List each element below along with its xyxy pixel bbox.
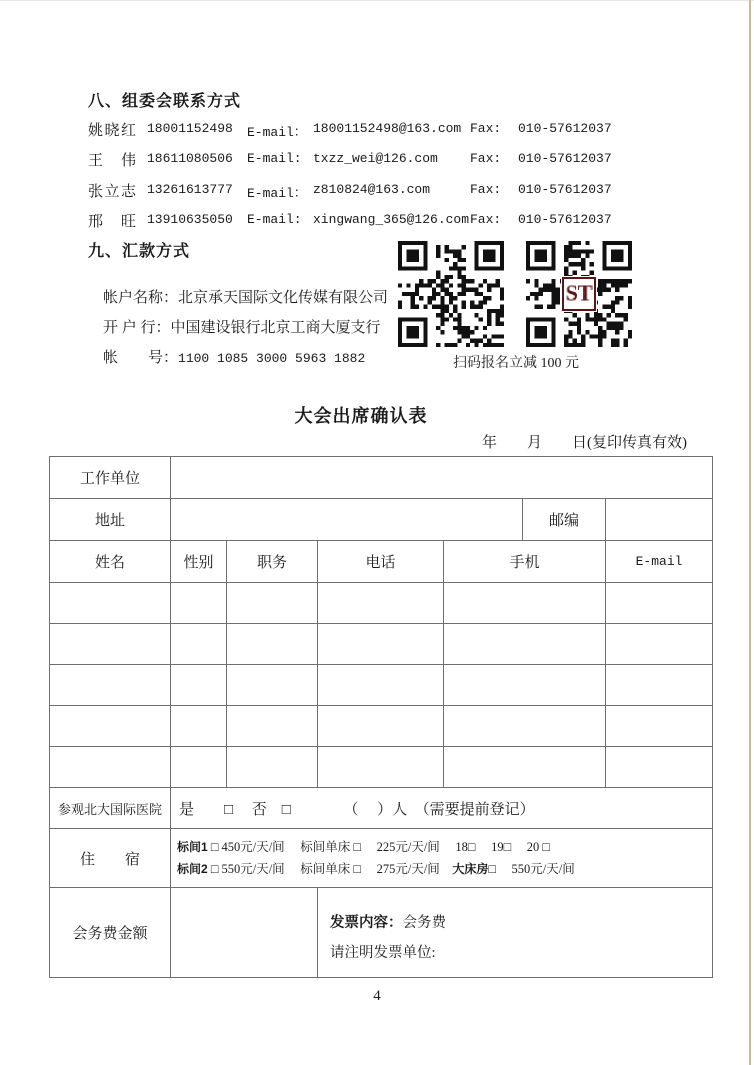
contact-fax: 010-57612037 — [518, 212, 612, 227]
account-name-label: 帐户名称： — [103, 290, 179, 306]
contact-row — [88, 180, 688, 202]
gender-header: 性别 — [171, 541, 227, 583]
email-label: E-mail: — [247, 212, 302, 227]
table-row-empty — [50, 706, 713, 747]
contact-name: 姚晓红 — [88, 123, 136, 139]
bank-value: 中国建设银行北京工商大厦支行 — [170, 320, 381, 336]
invoice-note: 请注明发票单位: — [330, 944, 436, 961]
table-header-row — [50, 541, 713, 583]
account-name-value: 北京承天国际文化传媒有限公司 — [178, 290, 389, 306]
contact-fax: 010-57612037 — [518, 121, 612, 136]
qr-code-registration — [398, 241, 504, 347]
table-row-hotel — [50, 829, 713, 888]
account-no-line — [88, 329, 365, 384]
qr-code-wechat-logo — [526, 241, 632, 347]
hotel-line-2: 标间2 □ 550元/天/间 标间单床 □ 275元/天/间 大床房□ 550元/天/间 — [177, 862, 575, 876]
contact-row — [88, 210, 688, 232]
contact-name: 张立志 — [88, 184, 136, 200]
contact-name: 邢 旺 — [88, 214, 136, 230]
email-header: E-mail — [606, 541, 713, 583]
table-row-empty — [50, 665, 713, 706]
contact-email: txzz_wei@126.com — [313, 151, 438, 166]
email-label: E-mail: — [247, 151, 302, 166]
account-no-label: 帐 号： — [103, 350, 179, 366]
visit-options: 是 □ 否 □ （ ）人 （需要提前登记） — [171, 788, 713, 829]
account-no-value: 1100 1085 3000 5963 1882 — [178, 351, 366, 366]
invoice-line — [330, 908, 712, 938]
mobile-header: 手机 — [444, 541, 606, 583]
fee-label: 会务费金额 — [50, 888, 171, 978]
table-row-empty — [50, 583, 713, 624]
fax-label: Fax: — [470, 212, 502, 227]
fee-amount-cell — [171, 888, 318, 978]
form-title: 大会出席确认表 — [294, 406, 428, 426]
contact-phone: 13910635050 — [147, 212, 233, 227]
table-row-work-unit — [50, 457, 713, 499]
hotel-label: 住 宿 — [50, 829, 171, 888]
section-heading-payment: 九、汇款方式 — [88, 243, 191, 260]
fax-label: Fax: — [470, 121, 502, 136]
contact-fax: 010-57612037 — [518, 182, 612, 197]
work-unit-input-cell — [171, 457, 713, 499]
email-label: E-mail： — [247, 125, 307, 140]
fax-label: Fax: — [470, 182, 502, 197]
table-row-address — [50, 499, 713, 541]
visit-label: 参观北大国际医院 — [50, 788, 171, 829]
zip-input-cell — [606, 499, 713, 541]
address-input-cell — [171, 499, 523, 541]
qr-caption: 扫码报名立减 100 元 — [453, 356, 579, 371]
address-label: 地址 — [50, 499, 171, 541]
fax-label: Fax: — [470, 151, 502, 166]
table-row-empty — [50, 747, 713, 788]
contact-phone: 13261613777 — [147, 182, 233, 197]
work-unit-label: 工作单位 — [50, 457, 171, 499]
contact-row — [88, 149, 688, 171]
table-row-empty — [50, 624, 713, 665]
invoice-content: 会务费 — [402, 914, 446, 931]
contact-email: z810824@163.com — [313, 182, 431, 197]
bank-label: 开 户 行： — [103, 320, 171, 336]
invoice-cell — [318, 888, 713, 978]
email-label: E-mail： — [247, 186, 307, 201]
phone-header: 电话 — [318, 541, 444, 583]
contact-row — [88, 119, 688, 141]
scan-right-edge — [749, 0, 751, 1065]
contact-fax: 010-57612037 — [518, 151, 612, 166]
contact-phone: 18611080506 — [147, 151, 233, 166]
invoice-label: 发票内容： — [330, 914, 403, 931]
zip-label: 邮编 — [523, 499, 606, 541]
contact-email: xingwang_365@126.com — [313, 212, 470, 227]
table-row-visit — [50, 788, 713, 829]
name-header: 姓名 — [50, 541, 171, 583]
table-row-fee — [50, 888, 713, 978]
contact-phone: 18001152498 — [147, 121, 233, 136]
contact-email: 18001152498@163.com — [313, 121, 462, 136]
hotel-options — [171, 829, 713, 888]
attendance-table — [49, 456, 713, 978]
form-date-line: 年 月 日(复印传真有效) — [482, 435, 687, 451]
section-heading-contacts: 八、组委会联系方式 — [88, 93, 242, 110]
scan-top-edge — [0, 0, 754, 1]
page-number: 4 — [373, 988, 381, 1004]
hotel-line-1: 标间1 □ 450元/天/间 标间单床 □ 225元/天/间 18□ 19□ 20 □ — [177, 840, 550, 854]
contact-name: 王 伟 — [88, 153, 136, 169]
position-header: 职务 — [227, 541, 318, 583]
